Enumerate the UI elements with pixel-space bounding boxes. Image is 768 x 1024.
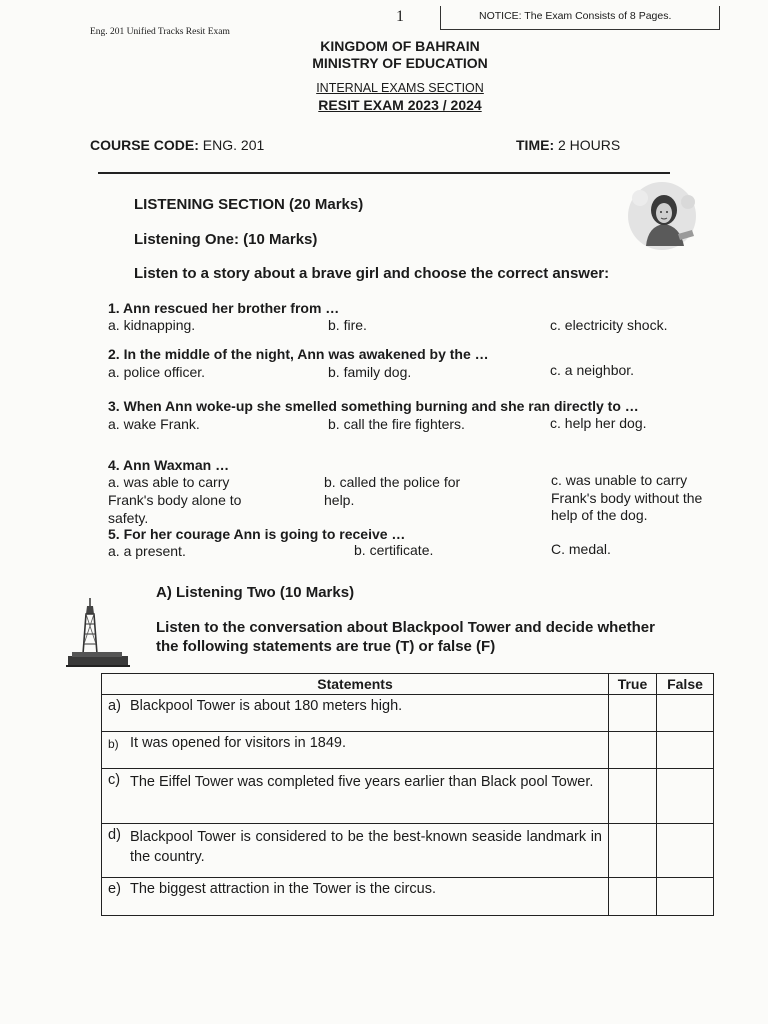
false-answer-cell[interactable]	[657, 695, 714, 732]
ministry-title: MINISTRY OF EDUCATION	[312, 55, 488, 71]
question-3: 3. When Ann woke-up she smelled something burning and she ran directly to …	[108, 398, 639, 414]
q5-option-a: a. a present.	[108, 543, 186, 559]
statement-text: Blackpool Tower is considered to be the best-known seaside landmark in the country.	[130, 829, 602, 865]
statement-cell	[102, 824, 609, 878]
q3-option-c: c. help her dog.	[550, 415, 647, 431]
col-statements: Statements	[102, 674, 609, 695]
q3-option-b: b. call the fire fighters.	[328, 416, 465, 432]
blackpool-tower-icon	[66, 598, 130, 672]
q2-option-a: a. police officer.	[108, 364, 206, 380]
q4-option-b: b. called the police for help.	[324, 474, 461, 508]
question-1: 1. Ann rescued her brother from …	[108, 300, 340, 316]
true-answer-cell[interactable]	[609, 695, 657, 732]
listening-two-title: A) Listening Two (10 Marks)	[156, 584, 355, 601]
course-code-label: COURSE CODE:	[90, 137, 199, 153]
statement-text: The Eiffel Tower was completed five years earlier than Black pool Tower.	[130, 774, 594, 790]
table-row	[102, 769, 714, 824]
statement-label: a)	[108, 698, 121, 714]
q3-option-a: a. wake Frank.	[108, 416, 200, 432]
q5-option-c: C. medal.	[551, 541, 611, 557]
table-header-row	[102, 674, 714, 695]
table-row	[102, 824, 714, 878]
q4-option-a: a. was able to carry Frank's body alone to safety.	[108, 474, 242, 526]
table-row	[102, 695, 714, 732]
kingdom-title: KINGDOM OF BAHRAIN	[320, 38, 480, 54]
course-code-value: ENG. 201	[202, 137, 265, 153]
statement-text: It was opened for visitors in 1849.	[130, 735, 347, 751]
q1-option-b: b. fire.	[328, 317, 367, 333]
listening-two-instruction: Listen to the conversation about Blackpool Tower and decide whether the following statements are true (T) or false (F)	[156, 619, 655, 655]
true-answer-cell[interactable]	[609, 732, 657, 769]
header-divider	[98, 172, 670, 174]
statement-cell	[102, 878, 609, 916]
girl-illustration-icon	[622, 180, 708, 252]
statement-label: e)	[108, 881, 121, 897]
listening-one-title: Listening One: (10 Marks)	[134, 231, 318, 248]
table-row	[102, 732, 714, 769]
page-number: 1	[396, 8, 404, 25]
q1-option-a: a. kidnapping.	[108, 317, 196, 333]
col-false: False	[657, 674, 714, 695]
false-answer-cell[interactable]	[657, 732, 714, 769]
false-answer-cell[interactable]	[657, 878, 714, 916]
time	[516, 137, 620, 153]
q5-option-b: b. certificate.	[354, 542, 434, 558]
time-label: TIME:	[516, 137, 555, 153]
section-title: INTERNAL EXAMS SECTION	[316, 81, 484, 95]
false-answer-cell[interactable]	[657, 824, 714, 878]
statement-cell	[102, 732, 609, 769]
question-2: 2. In the middle of the night, Ann was awakened by the …	[108, 346, 489, 362]
notice-box: NOTICE: The Exam Consists of 8 Pages.	[440, 6, 720, 30]
statement-text: The biggest attraction in the Tower is the circus.	[130, 881, 436, 897]
statements-table	[101, 673, 714, 916]
question-4: 4. Ann Waxman …	[108, 457, 230, 473]
exam-code-small: Eng. 201 Unified Tracks Resit Exam	[90, 27, 230, 37]
statement-label: c)	[108, 772, 121, 788]
q2-option-b: b. family dog.	[328, 364, 412, 380]
listening-section-title: LISTENING SECTION (20 Marks)	[134, 196, 364, 213]
question-5: 5. For her courage Ann is going to receive …	[108, 526, 406, 542]
statement-label: d)	[108, 827, 121, 843]
listening-one-instruction: Listen to a story about a brave girl and choose the correct answer:	[134, 265, 610, 282]
q2-option-c: c. a neighbor.	[550, 362, 635, 378]
statement-cell	[102, 769, 609, 824]
true-answer-cell[interactable]	[609, 824, 657, 878]
statement-text: Blackpool Tower is about 180 meters high.	[130, 698, 403, 714]
false-answer-cell[interactable]	[657, 769, 714, 824]
course-code	[90, 137, 264, 153]
true-answer-cell[interactable]	[609, 769, 657, 824]
table-row	[102, 878, 714, 916]
time-value: 2 HOURS	[558, 137, 621, 153]
true-answer-cell[interactable]	[609, 878, 657, 916]
q4-option-c: c. was unable to carry Frank's body without the help of the dog.	[551, 472, 703, 523]
statement-cell	[102, 695, 609, 732]
q1-option-c: c. electricity shock.	[550, 317, 668, 333]
statement-label: b)	[108, 737, 119, 751]
exam-title: RESIT EXAM 2023 / 2024	[318, 97, 482, 113]
col-true: True	[609, 674, 657, 695]
